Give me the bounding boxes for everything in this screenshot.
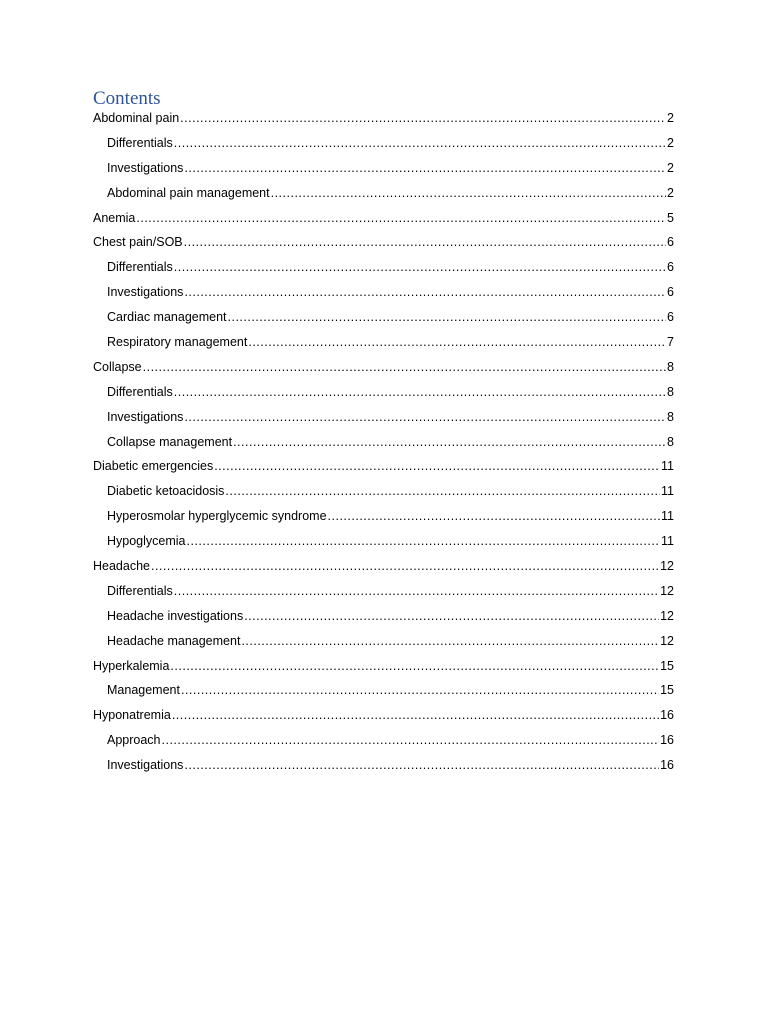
toc-entry-label[interactable]: Hyponatremia [93,708,171,723]
toc-page-number[interactable]: 2 [667,185,674,200]
toc-dot-leader [174,257,666,277]
toc-entry[interactable] [93,705,674,730]
toc-dot-leader [184,158,666,178]
toc-entry[interactable] [93,656,674,681]
toc-entry[interactable] [93,232,674,257]
toc-entry[interactable] [93,531,674,556]
toc-dot-leader [271,183,666,203]
toc-dot-leader [233,432,666,452]
toc-dot-leader [170,656,659,676]
toc-page-number[interactable]: 6 [667,285,674,300]
toc-page-number[interactable]: 12 [660,559,674,574]
toc-entry-label[interactable]: Hyperosmolar hyperglycemic syndrome [107,509,327,524]
toc-dot-leader [184,755,659,775]
toc-entry[interactable] [93,606,674,631]
toc-page-number[interactable]: 12 [660,608,674,623]
toc-entry-label[interactable]: Hypoglycemia [107,534,186,549]
toc-page-number[interactable]: 16 [660,733,674,748]
toc-entry-label[interactable]: Management [107,683,180,698]
toc-entry-label[interactable]: Hyperkalemia [93,658,170,673]
toc-dot-leader [180,108,666,128]
toc-page-number[interactable]: 15 [660,683,674,698]
toc-entry-label[interactable]: Headache investigations [107,608,244,623]
toc-page-number[interactable]: 11 [661,534,674,549]
toc-entry[interactable] [93,257,674,282]
toc-page-number[interactable]: 16 [660,758,674,773]
toc-dot-leader [174,382,666,402]
toc-dot-leader [225,481,660,501]
toc-entry-label[interactable]: Respiratory management [107,335,248,350]
toc-entry[interactable] [93,407,674,432]
toc-dot-leader [184,232,666,252]
toc-entry-label[interactable]: Headache [93,559,150,574]
toc-entry-label[interactable]: Anemia [93,210,136,225]
toc-entry[interactable] [93,208,674,233]
toc-entry-label[interactable]: Investigations [107,160,184,175]
toc-dot-leader [241,631,659,651]
toc-dot-leader [151,556,659,576]
toc-page-number[interactable]: 2 [667,135,674,150]
toc-page-number[interactable]: 2 [667,160,674,175]
toc-page-number[interactable]: 16 [660,708,674,723]
toc-entry-label[interactable]: Abdominal pain [93,111,180,125]
toc-entry-label[interactable]: Differentials [107,384,173,399]
toc-page-number[interactable]: 11 [661,484,674,499]
toc-dot-leader [187,531,661,551]
toc-page-number[interactable]: 12 [660,633,674,648]
toc-entry[interactable] [93,755,674,780]
toc-page-number[interactable]: 6 [667,260,674,275]
toc-page-number[interactable]: 8 [667,384,674,399]
toc-entry[interactable] [93,133,674,158]
toc-page-number[interactable]: 12 [660,583,674,598]
toc-entry-label[interactable]: Differentials [107,260,173,275]
toc-entry[interactable] [93,282,674,307]
toc-entry[interactable] [93,357,674,382]
toc-entry[interactable] [93,680,674,705]
table-of-contents [93,108,674,780]
toc-entry[interactable] [93,307,674,332]
toc-entry-label[interactable]: Abdominal pain management [107,185,270,200]
toc-entry-label[interactable]: Diabetic emergencies [93,459,214,474]
toc-entry[interactable] [93,581,674,606]
toc-entry[interactable] [93,730,674,755]
toc-page-number[interactable]: 5 [667,210,674,225]
toc-dot-leader [184,282,666,302]
toc-entry[interactable] [93,506,674,531]
toc-dot-leader [162,730,660,750]
toc-dot-leader [328,506,660,526]
toc-title: Contents [93,88,161,109]
toc-dot-leader [214,456,660,476]
toc-entry-label[interactable]: Chest pain/SOB [93,235,183,250]
toc-entry-label[interactable]: Cardiac management [107,310,227,325]
toc-entry-label[interactable]: Differentials [107,583,173,598]
toc-dot-leader [244,606,659,626]
toc-entry[interactable] [93,382,674,407]
toc-entry[interactable] [93,183,674,208]
toc-page-number[interactable]: 6 [667,310,674,325]
toc-entry-label[interactable]: Collapse [93,359,142,374]
toc-entry[interactable] [93,556,674,581]
toc-dot-leader [172,705,659,725]
toc-page-number[interactable]: 15 [660,658,674,673]
toc-entry[interactable] [93,481,674,506]
toc-page-number[interactable]: 11 [661,459,674,474]
toc-dot-leader [174,133,666,153]
toc-entry[interactable] [93,456,674,481]
toc-entry-label[interactable]: Investigations [107,285,184,300]
toc-entry-label[interactable]: Approach [107,733,161,748]
toc-entry[interactable] [93,158,674,183]
toc-entry-label[interactable]: Diabetic ketoacidosis [107,484,225,499]
toc-page-number[interactable]: 7 [667,335,674,350]
toc-entry-label[interactable]: Investigations [107,758,184,773]
toc-page-number[interactable]: 8 [667,409,674,424]
toc-dot-leader [174,581,659,601]
toc-dot-leader [228,307,667,327]
toc-page-number[interactable]: 6 [667,235,674,250]
toc-page-number[interactable]: 8 [667,434,674,449]
toc-entry-label[interactable]: Differentials [107,135,173,150]
toc-page-number[interactable]: 8 [667,359,674,374]
toc-dot-leader [248,332,666,352]
toc-dot-leader [181,680,659,700]
toc-entry[interactable] [93,108,674,133]
toc-dot-leader [184,407,666,427]
toc-dot-leader [136,208,666,228]
toc-entry[interactable] [93,432,674,457]
toc-page-number[interactable]: 11 [661,509,674,524]
toc-dot-leader [143,357,666,377]
toc-entry[interactable] [93,631,674,656]
toc-entry-label[interactable]: Collapse management [107,434,233,449]
toc-entry-label[interactable]: Headache management [107,633,241,648]
toc-entry-label[interactable]: Investigations [107,409,184,424]
toc-page-number[interactable]: 2 [667,111,674,125]
toc-entry[interactable] [93,332,674,357]
